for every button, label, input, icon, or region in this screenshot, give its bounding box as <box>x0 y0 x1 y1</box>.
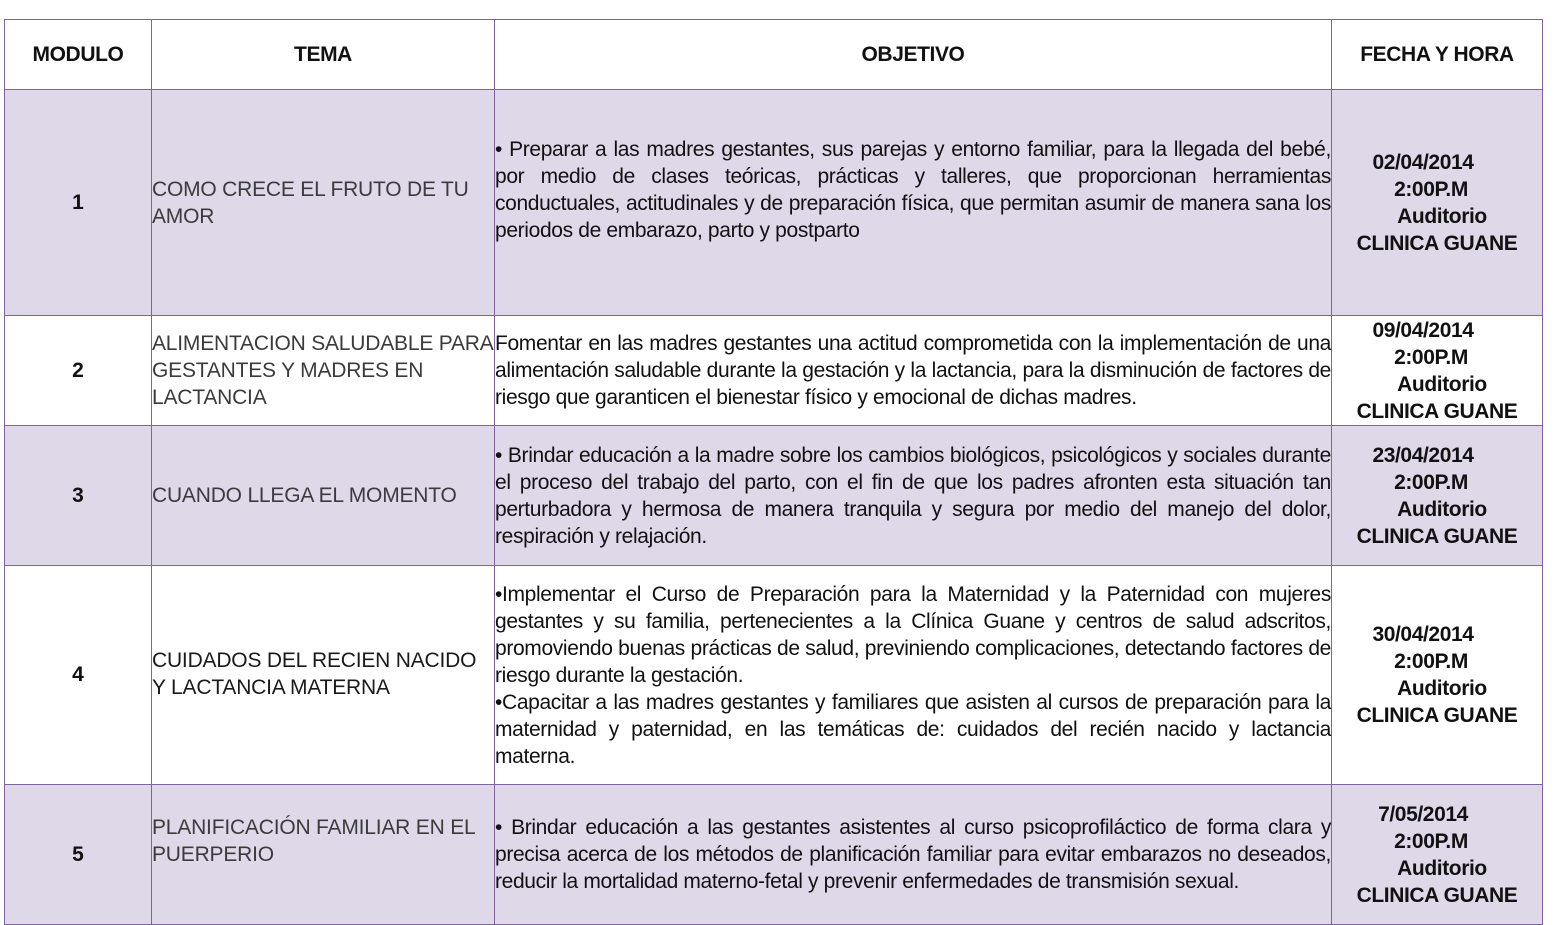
modulo-number: 4 <box>5 566 152 785</box>
fecha-time: 2:00P.M <box>1394 470 1468 494</box>
tema-cell: COMO CRECE EL FRUTO DE TU AMOR <box>152 90 495 316</box>
fecha-place: Auditorio <box>1397 856 1487 880</box>
objetivo-paragraph: • Brindar educación a las gestantes asistentes al curso psicoprofiláctico de forma clara y precisa acerca de los métodos de planificación familiar para evitar embarazos no deseados, reducir la mortalidad materno-fetal y prevenir enfermedades de transmisión sexual. <box>495 816 1331 893</box>
fecha-time: 2:00P.M <box>1394 829 1468 853</box>
objetivo-paragraph: •Implementar el Curso de Preparación para la Maternidad y la Paternidad con mujeres gestantes y su familia, pertenecientes a la Clínica Guane y centros de salud adscritos, promoviendo buenas prácticas de salud, previniendo complicaciones, detectando factores de riesgo durante la gestación. <box>495 582 1331 687</box>
modulo-number: 3 <box>5 426 152 566</box>
fecha-hora-cell <box>1332 426 1543 566</box>
objetivo-cell <box>495 566 1332 785</box>
objetivo-paragraph: Fomentar en las madres gestantes una actitud comprometida con la implementación de una alimentación saludable durante la gestación y la lactancia, para la disminución de factores de riesgo que garanticen el bienestar físico y emocional de dichas madres. <box>495 332 1331 409</box>
fecha-place: Auditorio <box>1397 497 1487 521</box>
fecha-venue: CLINICA GUANE <box>1356 524 1518 548</box>
objetivo-paragraph: • Preparar a las madres gestantes, sus parejas y entorno familiar, para la llegada del bebé, por medio de clases teóricas, prácticas y talleres, que proporcionan herramientas conductuales, actitudinales y de preparación física, que permitan asumir de manera sana los periodos de embarazo, parto y postparto <box>495 137 1331 242</box>
modulo-number: 1 <box>5 90 152 316</box>
fecha-venue: CLINICA GUANE <box>1356 704 1518 727</box>
fecha-date: 30/04/2014 <box>1372 623 1474 646</box>
table-row <box>5 426 1543 566</box>
tema-cell: CUIDADOS DEL RECIEN NACIDO Y LACTANCIA MATERNA <box>152 566 495 785</box>
objetivo-cell <box>495 785 1332 925</box>
table-row <box>5 316 1543 426</box>
fecha-time: 2:00P.M <box>1394 177 1468 201</box>
objetivo-paragraph: •Capacitar a las madres gestantes y familiares que asisten al cursos de preparación para la maternidad y paternidad, en las temáticas de: cuidados del recién nacido y lactancia materna. <box>495 690 1331 768</box>
fecha-hora-cell <box>1332 566 1543 785</box>
objetivo-cell <box>495 316 1332 426</box>
table-row <box>5 785 1543 925</box>
fecha-place: Auditorio <box>1397 677 1487 700</box>
tema-cell: PLANIFICACIÓN FAMILIAR EN EL PUERPERIO <box>152 785 495 925</box>
fecha-hora-cell <box>1332 316 1543 426</box>
objetivo-paragraph: • Brindar educación a la madre sobre los cambios biológicos, psicológicos y sociales durante el proceso del trabajo del parto, con el fin de que los padres afronten esta situación tan perturbadora y hermosa de manera tranquila y segura por medio del manejo del dolor, respiración y relajación. <box>495 443 1331 548</box>
header-modulo: MODULO <box>5 20 152 90</box>
fecha-venue: CLINICA GUANE <box>1356 231 1518 255</box>
fecha-hora-cell <box>1332 90 1543 316</box>
tema-cell: ALIMENTACION SALUDABLE PARA GESTANTES Y MADRES EN LACTANCIA <box>152 316 495 426</box>
modulo-number: 2 <box>5 316 152 426</box>
fecha-place: Auditorio <box>1397 372 1487 396</box>
schedule-table <box>4 19 1543 925</box>
table-row <box>5 90 1543 316</box>
tema-cell: CUANDO LLEGA EL MOMENTO <box>152 426 495 566</box>
fecha-venue: CLINICA GUANE <box>1356 399 1518 423</box>
fecha-venue: CLINICA GUANE <box>1356 883 1518 907</box>
modulo-number: 5 <box>5 785 152 925</box>
fecha-time: 2:00P.M <box>1394 345 1468 369</box>
fecha-hora-cell <box>1332 785 1543 925</box>
header-objetivo: OBJETIVO <box>495 20 1332 90</box>
fecha-date: 23/04/2014 <box>1372 443 1474 467</box>
objetivo-cell <box>495 90 1332 316</box>
fecha-date: 09/04/2014 <box>1372 318 1474 342</box>
header-row <box>5 20 1543 90</box>
objetivo-cell <box>495 426 1332 566</box>
table-row <box>5 566 1543 785</box>
header-fecha-hora: FECHA Y HORA <box>1332 20 1543 90</box>
fecha-date: 02/04/2014 <box>1372 150 1474 174</box>
fecha-place: Auditorio <box>1397 204 1487 228</box>
fecha-date: 7/05/2014 <box>1378 802 1468 826</box>
fecha-time: 2:00P.M <box>1394 650 1468 673</box>
header-tema: TEMA <box>152 20 495 90</box>
